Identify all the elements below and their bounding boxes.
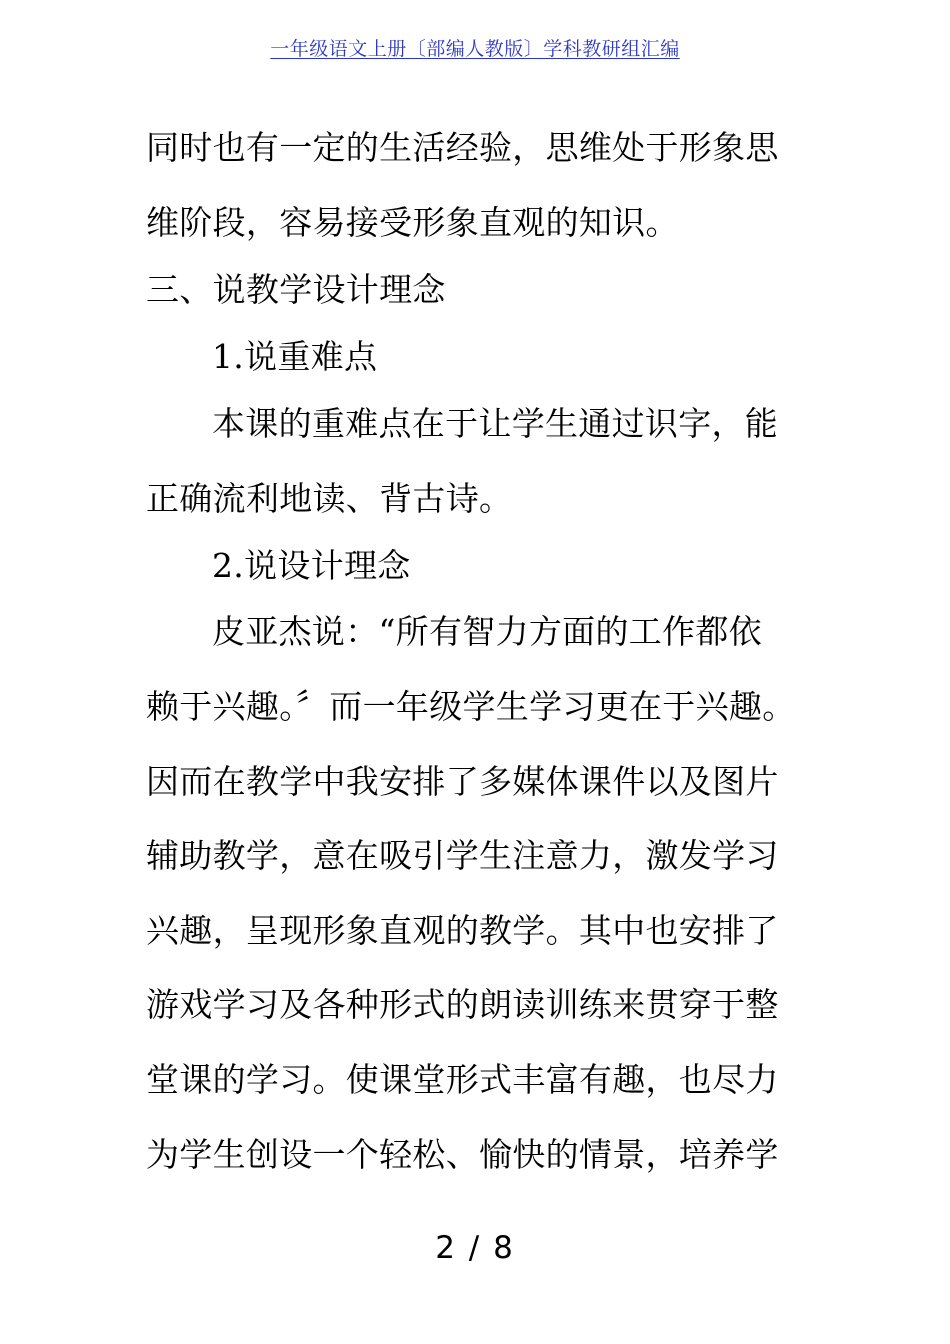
text-line: 为学生创设一个轻松、愉快的情景，培养学 <box>146 1135 779 1174</box>
subsection-heading: 1.说重难点 <box>212 337 378 376</box>
text-line: 正确流利地读、背古诗。 <box>146 479 513 518</box>
text-line: 皮亚杰说：“所有智力方面的工作都依 <box>212 612 762 651</box>
text-line: 本课的重难点在于让学生通过识字，能 <box>212 404 779 443</box>
text-line: 兴趣，呈现形象直观的教学。其中也安排了 <box>146 911 779 950</box>
text-line: 赖于兴趣。〞而一年级学生学习更在于兴趣。 <box>146 687 796 726</box>
text-line: 维阶段，容易接受形象直观的知识。 <box>146 203 679 242</box>
document-header: 一年级语文上册〔部编人教版〕学科教研组汇编 <box>270 38 680 60</box>
page-number: 2 / 8 <box>435 1230 515 1266</box>
text-line: 因而在教学中我安排了多媒体课件以及图片 <box>146 762 779 801</box>
text-line: 堂课的学习。使课堂形式丰富有趣，也尽力 <box>146 1060 779 1099</box>
section-heading: 三、说教学设计理念 <box>146 270 446 309</box>
text-line: 游戏学习及各种形式的朗读训练来贯穿于整 <box>146 985 779 1024</box>
subsection-heading: 2.说设计理念 <box>212 546 411 585</box>
text-line: 辅助教学，意在吸引学生注意力，激发学习 <box>146 836 779 875</box>
text-line: 同时也有一定的生活经验，思维处于形象思 <box>146 128 779 167</box>
